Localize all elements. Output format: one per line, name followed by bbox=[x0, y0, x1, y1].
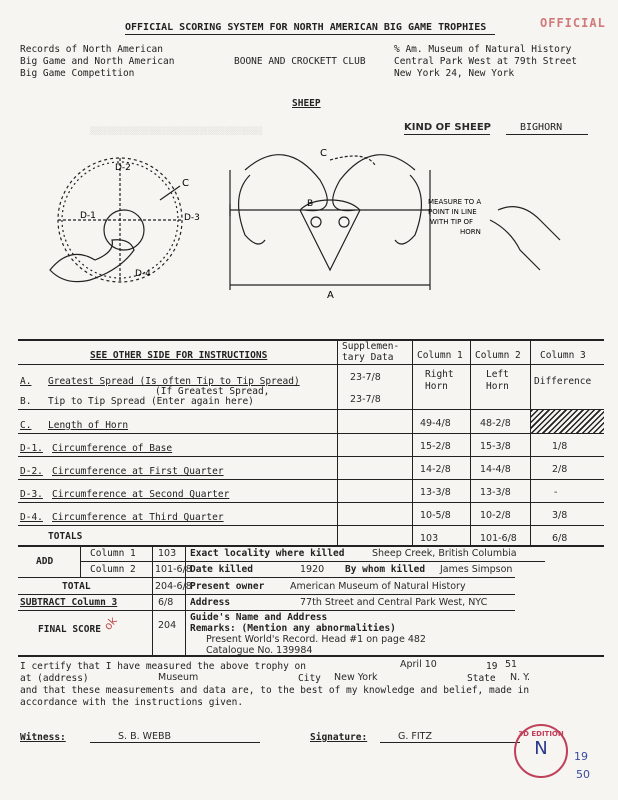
form-title: OFFICIAL SCORING SYSTEM FOR NORTH AMERICAN BIG GAME TROPHIES bbox=[125, 22, 487, 33]
row-d2-column-2: 14-4/8 bbox=[480, 464, 511, 475]
diagram-label-c-left: C bbox=[182, 178, 189, 189]
kind-of-sheep-label: KIND OF SHEEP bbox=[404, 122, 491, 133]
row-d3-label: Circumference at Second Quarter bbox=[52, 489, 230, 500]
row-d4-column-1: 10-5/8 bbox=[420, 510, 451, 521]
row-a-letter: A. bbox=[20, 376, 32, 387]
difference-label: Difference bbox=[534, 376, 592, 387]
row-a-supplementary: 23-7/8 bbox=[350, 372, 381, 383]
column-2-header: Column 2 bbox=[475, 350, 521, 361]
diagram-label-d4: D-4 bbox=[135, 269, 151, 279]
address-value: 77th Street and Central Park West, NYC bbox=[300, 597, 488, 608]
totals-column-1: 103 bbox=[420, 533, 439, 544]
row-d1-label: Circumference of Base bbox=[52, 443, 173, 454]
certify-line-4: accordance with the instructions given. bbox=[20, 697, 244, 708]
summary-column-1-label: Column 1 bbox=[90, 548, 136, 559]
row-d2-column-1: 14-2/8 bbox=[420, 464, 451, 475]
final-score-label: FINAL SCORE bbox=[38, 624, 101, 635]
row-b-letter: B. bbox=[20, 396, 32, 407]
row-c-column-1: 49-4/8 bbox=[420, 418, 451, 429]
total-value: 204-6/8 bbox=[155, 581, 192, 592]
remarks-label: Remarks: (Mention any abnormalities) bbox=[190, 623, 396, 634]
row-a-label: Greatest Spread (Is often Tip to Tip Spread) bbox=[48, 376, 300, 387]
right-horn-label-1: Right bbox=[425, 369, 454, 380]
official-stamp: OFFICIAL bbox=[540, 16, 606, 30]
row-d1-column-2: 15-3/8 bbox=[480, 441, 511, 452]
row-d2-column-3: 2/8 bbox=[552, 464, 568, 475]
date-killed-value: 1920 bbox=[300, 564, 325, 575]
subtract-value: 6/8 bbox=[158, 597, 174, 608]
header-right-line-3: New York 24, New York bbox=[394, 68, 515, 79]
diagram-label-a: A bbox=[327, 290, 334, 301]
left-horn-label-2: Horn bbox=[486, 381, 509, 392]
row-d4-letter: D-4. bbox=[20, 512, 43, 523]
city-value: New York bbox=[334, 672, 378, 683]
witness-label: Witness: bbox=[20, 732, 66, 743]
supplementary-header-line-1: Supplemen- bbox=[342, 341, 400, 352]
diagram-note-line-4: HORN bbox=[460, 228, 481, 236]
totals-label: TOTALS bbox=[48, 531, 83, 542]
subtract-label: SUBTRACT Column 3 bbox=[20, 597, 118, 608]
left-horn-label-1: Left bbox=[486, 369, 509, 380]
witness-value: S. B. WEBB bbox=[118, 731, 172, 742]
row-d3-column-1: 13-3/8 bbox=[420, 487, 451, 498]
state-value: N. Y. bbox=[510, 672, 531, 683]
row-b-label: Tip to Tip Spread (Enter again here) bbox=[48, 396, 254, 407]
certify-year-prefix: 19 bbox=[486, 661, 498, 672]
row-d1-column-1: 15-2/8 bbox=[420, 441, 451, 452]
row-d2-label: Circumference at First Quarter bbox=[52, 466, 224, 477]
by-whom-killed-value: James Simpson bbox=[440, 564, 513, 575]
locality-value: Sheep Creek, British Columbia bbox=[372, 548, 517, 559]
diagram-note-line-1: MEASURE TO A bbox=[428, 198, 482, 206]
address-label: Address bbox=[190, 597, 231, 608]
totals-column-2: 101-6/8 bbox=[480, 533, 517, 544]
row-c-label: Length of Horn bbox=[48, 420, 129, 431]
signature-label: Signature: bbox=[310, 732, 368, 743]
kind-of-sheep-value: BIGHORN bbox=[520, 122, 563, 133]
row-d1-letter: D-1. bbox=[20, 443, 43, 454]
diagram-note-line-2: POINT IN LINE bbox=[428, 208, 477, 216]
totals-column-3: 6/8 bbox=[552, 533, 568, 544]
header-left-line-2: Big Game and North American bbox=[20, 56, 175, 67]
catalogue-number: Catalogue No. 139984 bbox=[206, 645, 313, 656]
add-label: ADD bbox=[36, 556, 54, 567]
certify-month-day: April 10 bbox=[400, 659, 437, 670]
final-score-check-mark: ok bbox=[101, 614, 120, 633]
diagram-label-d2: D-2 bbox=[115, 163, 131, 173]
row-d4-column-3: 3/8 bbox=[552, 510, 568, 521]
present-owner-value: American Museum of Natural History bbox=[290, 581, 466, 592]
scoring-form-page: OFFICIAL SCORING SYSTEM FOR NORTH AMERICAN BIG GAME TROPHIES OFFICIAL Records of North American Big Game and North American Big Game Competition BOONE AND CROCKETT CLUB % Am. Museum of Natural History Central Park West at 79th Street New York 24, New York SHEEP ░░░░░░░░░░░░░░░░░░░░░░░░░░░░░░░░░░░░░░░░░ KIND OF SHEEP BIGHORN D-1 D-2 D-3 D-4 C B A C MEASURE TO A POINT IN LINE WITH TIP OF HORN SEE OTHER SIDE FOR INSTRUCTIONS Supplemen- tary Data Column 1 Column 2 Column 3 Right Horn Left Horn Difference A. Greatest Spread (Is often Tip to Tip Spread) 23-7/8 (If Greatest Spread, B. Tip to Tip Spread (Enter again here) 23-7/8 C. Length of Horn 49-4/8 48-2/8 D-1. Circumference of Base 15-2/8 15-3/8 1/8 D-2. Circumference at First Quarter 14-2/8 14-4/8 2/8 D-3. Circumference at Second Quarter 13-3/8 13-3/8 - D-4. Circumference at Third Quarter 10-5/8 10-2/8 3/8 TOTALS 103 101-6/8 6/8 ADD Column 1 103 Column 2 101-6/8 TOTAL 204-6/8 SUBTRACT Column 3 6/8 FINAL SCORE 204 ok Exact locality where killed Sheep Creek, British Columbia Date killed 1920 By whom killed James Simpson Present owner American Museum of Natural History Address 77th Street and Central Park West, NYC Guide's Name and Address Remarks: (Mention any abnormalities) Present World's Record. Head #1 on page 482 Catalogue No. 139984 I certify that I have measured the above trophy on April 10 19 51 at (address) Museum City New York State N. Y. and that these measurements and data are, to the best of my knowledge and belief, made in accordance with the instructions given. Witness: S. B. WEBB Signature: G. FITZ 3D EDITION N 19 50 bbox=[0, 0, 618, 800]
at-address-value: Museum bbox=[158, 672, 199, 683]
header-left-line-3: Big Game Competition bbox=[20, 68, 135, 79]
row-c-column-3-hatched bbox=[531, 410, 604, 433]
state-label: State bbox=[467, 673, 496, 684]
margin-note-2: 50 bbox=[576, 768, 590, 781]
column-3-header: Column 3 bbox=[540, 350, 586, 361]
row-d4-column-2: 10-2/8 bbox=[480, 510, 511, 521]
diagram-label-d3: D-3 bbox=[184, 213, 200, 223]
supplementary-header-line-2: tary Data bbox=[342, 352, 394, 363]
diagram-label-d1: D-1 bbox=[80, 211, 96, 221]
certify-line-3: and that these measurements and data are, to the best of my knowledge and belief, made in bbox=[20, 685, 530, 696]
row-d1-column-3: 1/8 bbox=[552, 441, 568, 452]
sheep-horn-diagram bbox=[20, 140, 600, 340]
right-horn-label-2: Horn bbox=[425, 381, 448, 392]
city-label: City bbox=[298, 673, 321, 684]
final-score-value: 204 bbox=[158, 620, 177, 631]
summary-column-2-label: Column 2 bbox=[90, 564, 136, 575]
locality-label: Exact locality where killed bbox=[190, 548, 345, 559]
row-d3-column-2: 13-3/8 bbox=[480, 487, 511, 498]
row-c-letter: C. bbox=[20, 420, 32, 431]
diagram-label-b: B bbox=[307, 199, 314, 209]
signature-value: G. FITZ bbox=[398, 731, 432, 742]
date-killed-label: Date killed bbox=[190, 564, 253, 575]
row-d3-column-3: - bbox=[554, 487, 558, 498]
at-address-label: at (address) bbox=[20, 673, 89, 684]
edition-stamp-mark: N bbox=[534, 738, 548, 759]
club-name: BOONE AND CROCKETT CLUB bbox=[234, 56, 366, 67]
row-d4-label: Circumference at Third Quarter bbox=[52, 512, 224, 523]
total-label: TOTAL bbox=[62, 581, 91, 592]
header-left-line-1: Records of North American bbox=[20, 44, 163, 55]
present-owner-label: Present owner bbox=[190, 581, 265, 592]
row-d3-letter: D-3. bbox=[20, 489, 43, 500]
header-right-line-2: Central Park West at 79th Street bbox=[394, 56, 578, 67]
header-right-line-1: % Am. Museum of Natural History bbox=[394, 44, 572, 55]
row-b-supplementary: 23-7/8 bbox=[350, 394, 381, 405]
edition-stamp bbox=[514, 724, 568, 778]
summary-column-1-value: 103 bbox=[158, 548, 177, 559]
certify-line-1: I certify that I have measured the above trophy on bbox=[20, 661, 306, 672]
guide-label: Guide's Name and Address bbox=[190, 612, 328, 623]
row-d2-letter: D-2. bbox=[20, 466, 43, 477]
row-c-column-2: 48-2/8 bbox=[480, 418, 511, 429]
summary-column-2-value: 101-6/8 bbox=[155, 564, 192, 575]
remarks-value: Present World's Record. Head #1 on page 482 bbox=[206, 634, 426, 645]
instructions-header: SEE OTHER SIDE FOR INSTRUCTIONS bbox=[90, 350, 268, 361]
row-b-note: (If Greatest Spread, bbox=[155, 386, 270, 397]
margin-note-1: 19 bbox=[574, 750, 588, 763]
diagram-label-c-top: C bbox=[320, 148, 327, 159]
section-title: SHEEP bbox=[292, 98, 321, 109]
column-1-header: Column 1 bbox=[417, 350, 463, 361]
by-whom-killed-label: By whom killed bbox=[345, 564, 426, 575]
certify-year: 51 bbox=[505, 659, 518, 670]
edition-stamp-text: 3D EDITION bbox=[518, 730, 564, 738]
diagram-note-line-3: WITH TIP OF bbox=[430, 218, 474, 226]
